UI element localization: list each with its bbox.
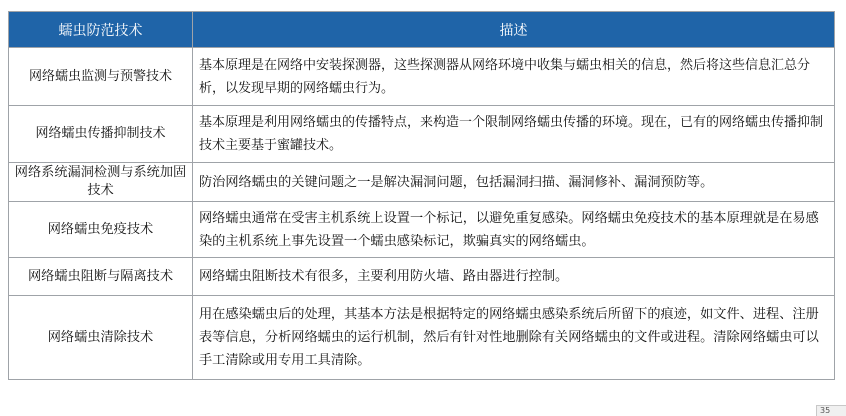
- row-technique: 网络蠕虫阻断与隔离技术: [9, 258, 193, 296]
- row-description: 网络蠕虫通常在受害主机系统上设置一个标记，以避免重复感染。网络蠕虫免疫技术的基本原理就是在易感染的主机系统上事先设置一个蠕虫感染标记，欺骗真实的网络蠕虫。: [193, 202, 835, 258]
- row-technique: 网络蠕虫清除技术: [9, 296, 193, 380]
- header-technique: 蠕虫防范技术: [9, 12, 193, 48]
- table-row: [9, 163, 835, 202]
- row-technique: 网络蠕虫免疫技术: [9, 202, 193, 258]
- row-technique: 网络系统漏洞检测与系统加固技术: [9, 163, 193, 202]
- row-description: 基本原理是在网络中安装探测器，这些探测器从网络环境中收集与蠕虫相关的信息，然后将这些信息汇总分析，以发现早期的网络蠕虫行为。: [193, 48, 835, 106]
- table-row: [9, 258, 835, 296]
- row-technique: 网络蠕虫传播抑制技术: [9, 106, 193, 163]
- row-technique: 网络蠕虫监测与预警技术: [9, 48, 193, 106]
- table-row: [9, 48, 835, 106]
- table-row: [9, 106, 835, 163]
- header-description: 描述: [193, 12, 835, 48]
- worm-defense-table: [8, 11, 835, 380]
- table-row: [9, 202, 835, 258]
- page-number-stub: 35: [816, 405, 846, 416]
- row-description: 用在感染蠕虫后的处理，其基本方法是根据特定的网络蠕虫感染系统后所留下的痕迹，如文件、进程、注册表等信息，分析网络蠕虫的运行机制，然后有针对性地删除有关网络蠕虫的文件或进程。清除网络蠕虫可以手工清除或用专用工具清除。: [193, 296, 835, 380]
- worm-defense-table-container: [8, 11, 834, 380]
- row-description: 防治网络蠕虫的关键问题之一是解决漏洞问题，包括漏洞扫描、漏洞修补、漏洞预防等。: [193, 163, 835, 202]
- row-description: 基本原理是利用网络蠕虫的传播特点，来构造一个限制网络蠕虫传播的环境。现在，已有的网络蠕虫传播抑制技术主要基于蜜罐技术。: [193, 106, 835, 163]
- table-header-row: [9, 12, 835, 48]
- table-row: [9, 296, 835, 380]
- row-description: 网络蠕虫阻断技术有很多，主要利用防火墙、路由器进行控制。: [193, 258, 835, 296]
